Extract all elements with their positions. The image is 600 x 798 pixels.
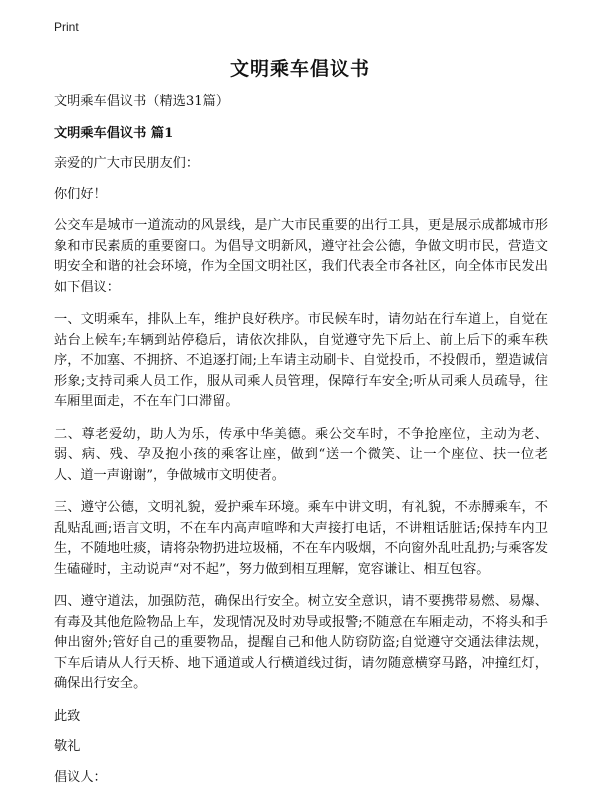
signature-label: 倡议人： bbox=[54, 769, 107, 785]
document-body bbox=[54, 92, 548, 798]
salutation: 亲爱的广大市民朋友们： bbox=[54, 156, 200, 171]
document-subtitle: 文明乘车倡议书（精选31篇） bbox=[54, 94, 230, 109]
paragraph-point-2: 二、尊老爱幼，助人为乐，传承中华美德。乘公交车时，不争抢座位，主动为老、弱、病、残、孕及抱小孩的乘客让座，做到“送一个微笑、让一个座位、扶一位老人、道一声谢谢”，争做城市文明使者。 bbox=[54, 426, 548, 483]
section-heading: 文明乘车倡议书 篇1 bbox=[54, 125, 174, 141]
closing-regards: 敬礼 bbox=[54, 739, 81, 754]
paragraph-point-3: 三、遵守公德，文明礼貌，爱护乘车环境。乘车中讲文明，有礼貌，不赤膊乘车，不乱贴乱画;语言文明，不在车内高声喧哗和大声接打电话，不讲粗话脏话;保持车内卫生，不随地吐痰，请将杂物扔进垃圾桶，不在车内吸烟，不向窗外乱吐乱扔;与乘客发生磕碰时，主动说声“对不起”，努力做到相互理解，宽容谦让、相互包容。 bbox=[54, 500, 548, 577]
greeting: 你们好！ bbox=[54, 186, 107, 202]
print-link[interactable]: Print bbox=[54, 20, 79, 34]
document-title: 文明乘车倡议书 bbox=[229, 58, 370, 80]
paragraph-intro: 公交车是城市一道流动的风景线，是广大市民重要的出行工具，更是展示成都城市形象和市民素质的重要窗口。为倡导文明新风，遵守社会公德，争做文明市民，营造文明安全和谐的社会环境，作为全国文明社区，我们代表全市各社区，向全体市民发出如下倡议： bbox=[54, 218, 548, 295]
paragraph-point-4: 四、遵守道法，加强防范，确保出行安全。树立安全意识，请不要携带易燃、易爆、有毒及其他危险物品上车，发现情况及时劝导或报警;不随意在车厢走动，不将头和手伸出窗外;管好自己的重要物品，提醒自己和他人防窃防盗;自觉遵守交通法律法规，下车后请从人行天桥、地下通道或人行横道线过街，请勿随意横穿马路，冲撞红灯，确保出行安全。 bbox=[54, 594, 548, 691]
paragraph-point-1: 一、文明乘车，排队上车，维护良好秩序。市民候车时，请勿站在行车道上，自觉在站台上候车;车辆到站停稳后，请依次排队，自觉遵守先下后上、前上后下的乘车秩序，不加塞、不拥挤、不追逐打闹;上车请主动刷卡、自觉投币，不投假币，塑造诚信形象;支持司乘人员工作，服从司乘人员管理，保障行车安全;听从司乘人员疏导，往车厢里面走，不在车门口滞留。 bbox=[54, 312, 548, 409]
closing-salute: 此致 bbox=[54, 708, 81, 724]
